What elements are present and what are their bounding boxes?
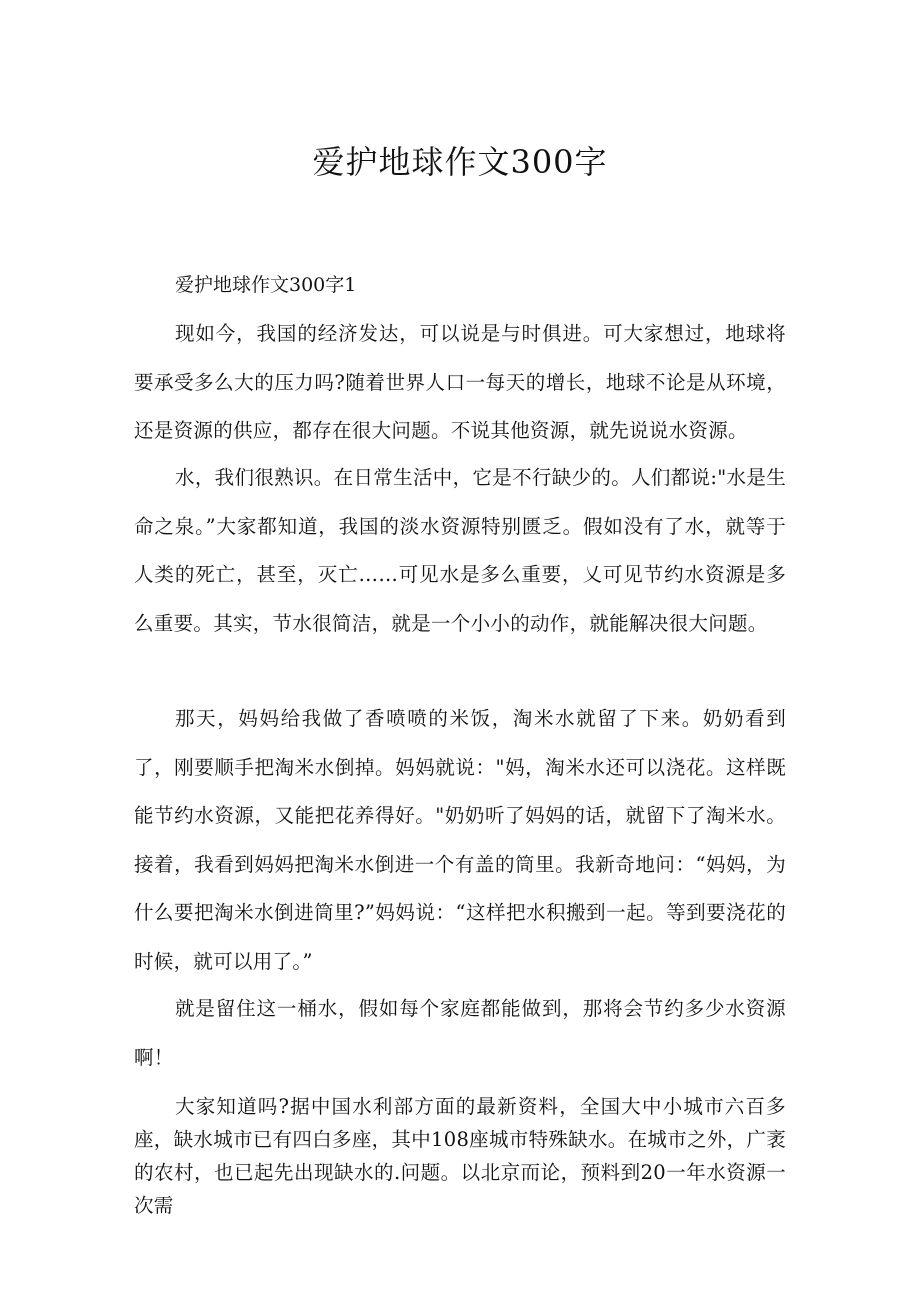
paragraph: 现如今，我国的经济发达，可以说是与时俱进。可大家想过，地球将要承受多么大的压力吗?随着世界人口一每天的增长，地球不论是从环境，还是资源的供应，都存在很大问题。不说其他资源，就先说说水资源。: [134, 322, 786, 442]
section-heading: 爱护地球作文300字1: [175, 274, 357, 296]
document-title: 爱护地球作文300字: [312, 143, 608, 181]
paragraph: 大家知道吗?据中国水利部方面的最新资料，全国大中小城市六百多座，缺水城市已有四白多座，其中108座城市特殊缺水。在城市之外，广袤的农村，也已起先出现缺水的.问题。以北京而论，预料到20一年水资源一次需: [134, 1095, 786, 1217]
paragraph: 水，我们很熟识。在日常生活中，它是不行缺少的。人们都说:"水是生命之泉。”大家都知道，我国的淡水资源特别匮乏。假如没有了水，就等于人类的死亡，甚至，灭亡……可见水是多么重要，乂可见节约水资源是多么重要。其实，节水很简洁，就是一个小小的动作，就能解决很大问题。: [134, 466, 786, 635]
paragraph: 就是留住这一桶水，假如每个家庭都能做到，那将会节约多少水资源啊！: [134, 997, 786, 1069]
paragraph: 那天，妈妈给我做了香喷喷的米饭，淘米水就留了下来。奶奶看到了，刚要顺手把淘米水倒掉。妈妈就说："妈，淘米水还可以浇花。这样既能节约水资源，又能把花养得好。"奶奶听了妈妈的话，就留下了淘米水。接着，我看到妈妈把淘米水倒进一个有盖的筒里。我新奇地问：“妈妈，为什么要把淘米水倒进筒里?”妈妈说：“这样把水积搬到一起。等到要浇花的时候，就可以用了。”: [134, 707, 786, 973]
